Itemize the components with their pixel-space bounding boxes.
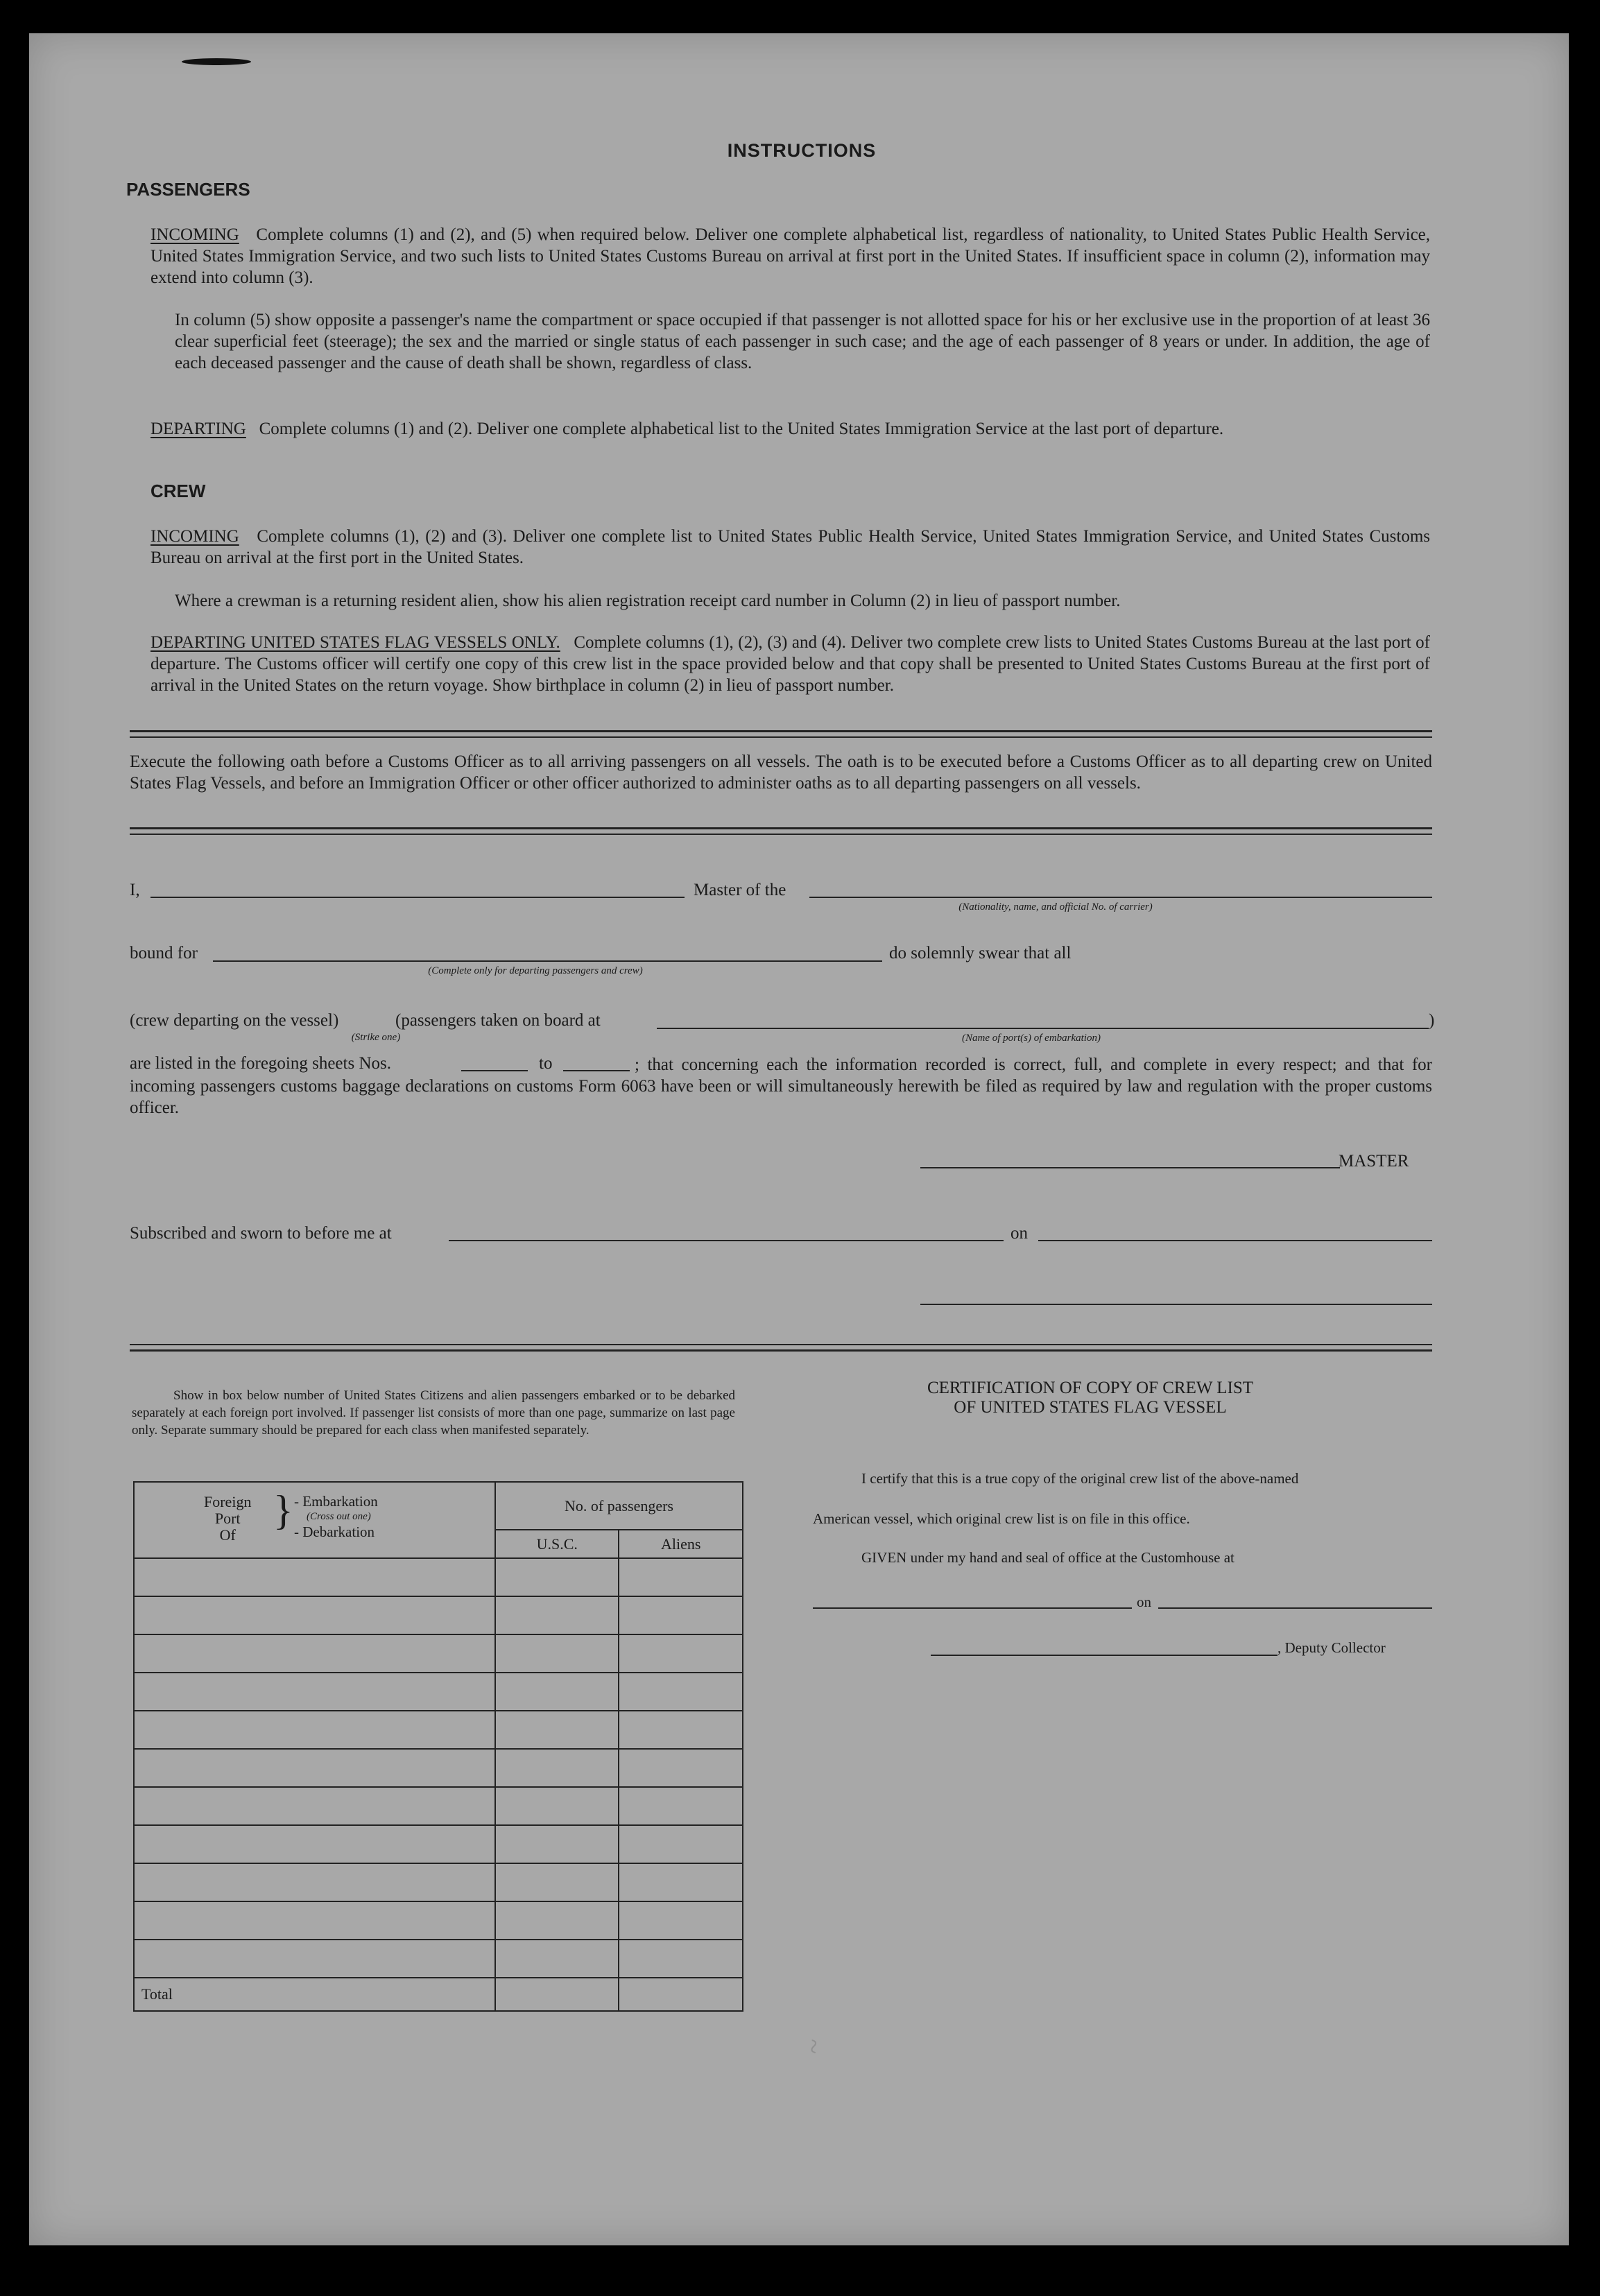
divider-rule	[130, 827, 1432, 829]
table-row	[134, 1558, 743, 1596]
embarkation-label: - Embarkation	[294, 1493, 378, 1510]
officer-signature-field[interactable]	[920, 1304, 1432, 1305]
foreign-port-header	[134, 1482, 495, 1558]
passengers-incoming-paragraph-2	[175, 309, 1430, 374]
table-row	[134, 1863, 743, 1901]
port-cell[interactable]	[134, 1634, 495, 1673]
divider-rule	[130, 1344, 1432, 1345]
port-cell[interactable]	[134, 1711, 495, 1749]
ink-mark	[182, 58, 251, 65]
aliens-cell[interactable]	[619, 1634, 743, 1673]
master-of-label: Master of the	[694, 881, 786, 899]
customhouse-field[interactable]	[813, 1607, 1132, 1609]
usc-cell[interactable]	[495, 1634, 619, 1673]
certification-title-2: OF UNITED STATES FLAG VESSEL	[954, 1398, 1227, 1417]
divider-rule	[130, 834, 1432, 835]
port-cell[interactable]	[134, 1673, 495, 1711]
bound-for-caption: (Complete only for departing passengers and crew)	[428, 965, 643, 976]
aliens-cell[interactable]	[619, 1787, 743, 1825]
passengers-departing-text: Complete columns (1) and (2). Deliver one complete alphabetical list to the United States Immigration Service at the last port of departure.	[259, 420, 1224, 438]
certify-line-1: I certify that this is a true copy of the original crew list of the above-named	[861, 1470, 1299, 1487]
divider-rule	[130, 1349, 1432, 1352]
subscribed-date-field[interactable]	[1038, 1240, 1432, 1241]
crew-incoming-paragraph	[150, 526, 1430, 569]
aliens-cell[interactable]	[619, 1940, 743, 1978]
port-cell[interactable]	[134, 1901, 495, 1940]
no-passengers-header: No. of passengers	[495, 1482, 743, 1530]
given-line: GIVEN under my hand and seal of office at the Customhouse at	[861, 1549, 1235, 1566]
table-row	[134, 1673, 743, 1711]
carrier-field[interactable]	[809, 897, 1432, 898]
crew-incoming-text-2: Where a crewman is a returning resident alien, show his alien registration receipt card number in Column (2) in lieu of passport number.	[175, 592, 1121, 610]
crew-incoming-text: Complete columns (1), (2) and (3). Deliver one complete list to United States Public Health Service, United States Immigration Service, and United States Customs Bureau on arrival at the first port in the United States.	[150, 527, 1431, 567]
usc-cell[interactable]	[495, 1558, 619, 1596]
strike-caption: (Strike one)	[351, 1032, 401, 1043]
port-cell[interactable]	[134, 1558, 495, 1596]
total-label: Total	[134, 1978, 495, 2011]
crew-incoming-paragraph-2	[175, 590, 1430, 612]
master-signature-field[interactable]	[920, 1167, 1340, 1168]
aliens-header: Aliens	[619, 1530, 743, 1558]
swear-label: do solemnly swear that all	[889, 944, 1072, 963]
certification-on-label: on	[1137, 1594, 1151, 1610]
usc-cell[interactable]	[495, 1940, 619, 1978]
total-aliens-cell[interactable]	[619, 1978, 743, 2011]
usc-cell[interactable]	[495, 1863, 619, 1901]
table-row	[134, 1634, 743, 1673]
table-row	[134, 1711, 743, 1749]
crew-departing-head: DEPARTING UNITED STATES FLAG VESSELS ONLY.	[150, 633, 560, 652]
crew-departing-paragraph	[150, 632, 1430, 696]
usc-cell[interactable]	[495, 1787, 619, 1825]
passengers-taken-option[interactable]: (passengers taken on board at	[395, 1011, 601, 1030]
listed-statement: ; that concerning each the information recorded is correct, full, and complete in every respect; and that for incoming passengers customs baggage declarations on customs Form 6063 have been or will simultaneously herewith be filed as required by law and regulation with the proper customs officer.	[130, 1055, 1432, 1117]
bleed-through-mark: ~	[797, 2037, 830, 2056]
usc-cell[interactable]	[495, 1711, 619, 1749]
usc-cell[interactable]	[495, 1901, 619, 1940]
port-cell[interactable]	[134, 1749, 495, 1787]
of-label: Of	[219, 1526, 236, 1544]
port-cell[interactable]	[134, 1825, 495, 1863]
subscribed-place-field[interactable]	[449, 1240, 1004, 1241]
aliens-cell[interactable]	[619, 1901, 743, 1940]
subscribed-label: Subscribed and sworn to before me at	[130, 1224, 392, 1243]
table-row	[134, 1825, 743, 1863]
summary-instructions: Show in box below number of United States Citizens and alien passengers embarked or to be debarked separately at each foreign port involved. If passenger list consists of more than one page, summarize on last page only. Separate summary should be prepared for each class when manifested separately.	[132, 1388, 735, 1438]
usc-cell[interactable]	[495, 1749, 619, 1787]
table-row	[134, 1749, 743, 1787]
table-row	[134, 1901, 743, 1940]
usc-cell[interactable]	[495, 1673, 619, 1711]
form-sheet	[29, 33, 1569, 2245]
oath-intro: Execute the following oath before a Customs Officer as to all arriving passengers on all vessels. The oath is to be executed before a Customs Officer as to all departing crew on United States Flag Vessels, and before an Immigration Officer or other officer authorized to administer oaths as to all departing passengers on all vessels.	[130, 752, 1432, 793]
foreign-label: Foreign	[204, 1493, 252, 1510]
port-caption: (Name of port(s) of embarkation)	[962, 1033, 1101, 1044]
crew-departing-text: Complete columns (1), (2), (3) and (4). Deliver two complete crew lists to United States Customs Bureau at the last port of departure. The Customs officer will certify one copy of this crew list in the space provided below and that copy shall be presented to United States Customs Bureau at the first port of arrival in the United States on the return voyage. Show birthplace in column (2) in lieu of passport number.	[150, 633, 1431, 695]
aliens-cell[interactable]	[619, 1825, 743, 1863]
crew-departing-option[interactable]: (crew departing on the vessel)	[130, 1011, 339, 1030]
crew-incoming-head: INCOMING	[150, 527, 239, 546]
listed-to-label: to	[539, 1054, 553, 1073]
debarkation-label: - Debarkation	[294, 1524, 375, 1540]
passengers-departing-paragraph	[150, 418, 1430, 440]
certification-date-field[interactable]	[1158, 1607, 1432, 1609]
passengers-incoming-paragraph	[150, 224, 1430, 288]
table-row	[134, 1940, 743, 1978]
usc-cell[interactable]	[495, 1825, 619, 1863]
page-title: INSTRUCTIONS	[727, 140, 877, 161]
passengers-heading: PASSENGERS	[126, 179, 250, 200]
aliens-cell[interactable]	[619, 1673, 743, 1711]
divider-rule	[130, 736, 1432, 738]
table-row	[134, 1787, 743, 1825]
close-paren: )	[1429, 1011, 1435, 1030]
port-label: Port	[214, 1510, 241, 1527]
subscribed-on-label: on	[1010, 1224, 1028, 1243]
bound-for-label: bound for	[130, 944, 198, 963]
passengers-incoming-text: Complete columns (1) and (2), and (5) when required below. Deliver one complete alphabetical list, regardless of nationality, to United States Public Health Service, United States Immigration Service, and two such lists to United States Customs Bureau on arrival at first port in the United States. If insufficient space in column (2), information may extend into column (3).	[150, 225, 1431, 287]
passengers-incoming-text-2: In column (5) show opposite a passenger's name the compartment or space occupied if that passenger is not allotted space for his or her exclusive use in the proportion of at least 36 clear superficial feet (steerage); the sex and the married or single status of each passenger in such case; and the age of each passenger of 8 years or under. In addition, the age of each deceased passenger and the cause of death shall be shown, regardless of class.	[175, 311, 1430, 372]
total-usc-cell[interactable]	[495, 1978, 619, 2011]
table-header-row	[134, 1482, 743, 1530]
passenger-summary-table	[133, 1481, 743, 2012]
passengers-departing-head: DEPARTING	[150, 420, 246, 438]
table-row	[134, 1596, 743, 1634]
certification-title-1: CERTIFICATION OF COPY OF CREW LIST	[927, 1379, 1254, 1397]
passengers-incoming-head: INCOMING	[150, 225, 239, 244]
brace: }	[273, 1487, 293, 1533]
cross-out-label: (Cross out one)	[307, 1511, 371, 1522]
port-cell[interactable]	[134, 1787, 495, 1825]
deputy-collector-signature-field[interactable]	[931, 1655, 1278, 1656]
port-cell[interactable]	[134, 1863, 495, 1901]
carrier-caption: (Nationality, name, and official No. of carrier)	[958, 901, 1153, 913]
aliens-cell[interactable]	[619, 1749, 743, 1787]
port-cell[interactable]	[134, 1940, 495, 1978]
certify-line-2: American vessel, which original crew list is on file in this office.	[813, 1510, 1190, 1527]
aliens-cell[interactable]	[619, 1863, 743, 1901]
aliens-cell[interactable]	[619, 1558, 743, 1596]
crew-heading: CREW	[150, 481, 206, 501]
aliens-cell[interactable]	[619, 1711, 743, 1749]
usc-header: U.S.C.	[495, 1530, 619, 1558]
oath-i-label: I,	[130, 881, 140, 899]
embarkation-port-field[interactable]	[657, 1028, 1429, 1029]
master-name-field[interactable]	[150, 897, 685, 898]
divider-rule	[130, 730, 1432, 732]
listed-sheets-label: are listed in the foregoing sheets Nos.	[130, 1054, 391, 1073]
usc-cell[interactable]	[495, 1596, 619, 1634]
bound-for-field[interactable]	[213, 960, 882, 962]
aliens-cell[interactable]	[619, 1596, 743, 1634]
port-cell[interactable]	[134, 1596, 495, 1634]
table-total-row	[134, 1978, 743, 2011]
master-label: MASTER	[1339, 1152, 1409, 1171]
deputy-collector-label: , Deputy Collector	[1278, 1639, 1386, 1656]
